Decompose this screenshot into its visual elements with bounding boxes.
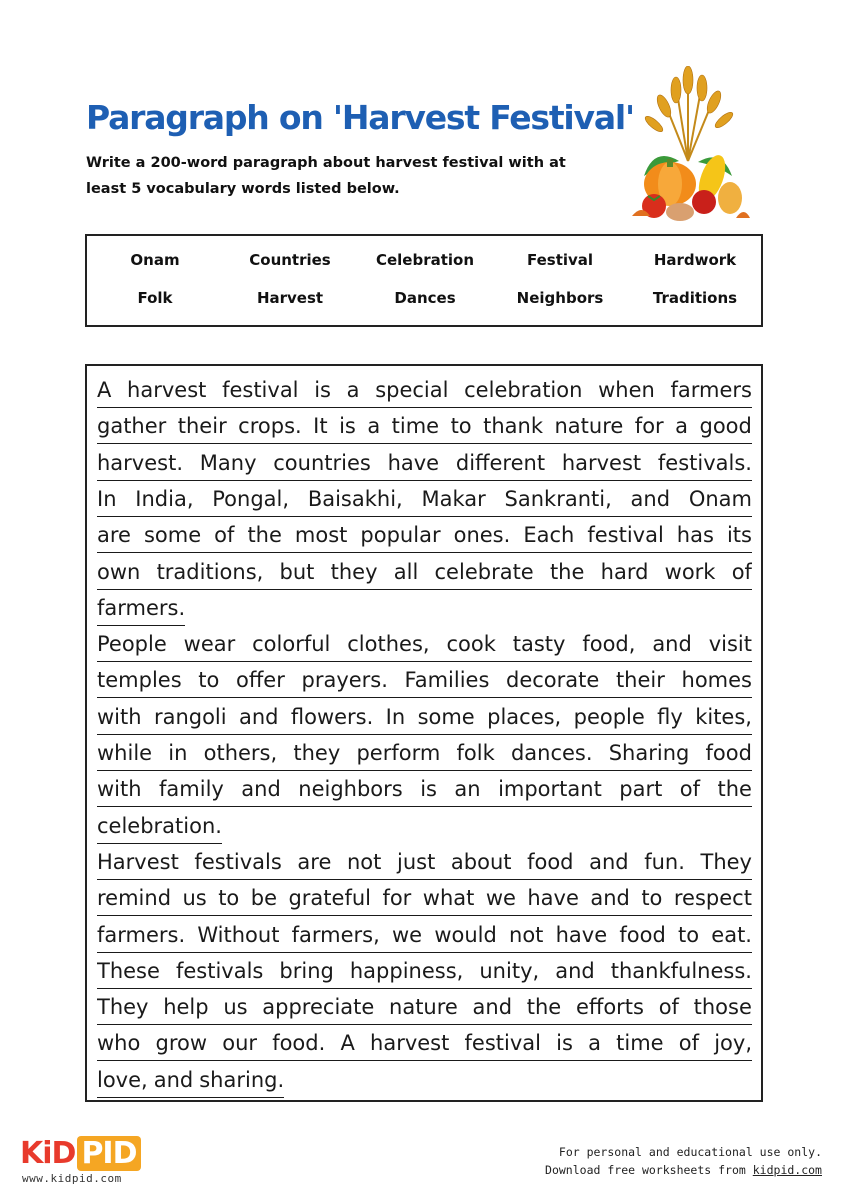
paragraph-line: are some of the most popular ones. Each festival has its xyxy=(97,517,752,553)
paragraph-line: temples to offer prayers. Families decorate their homes xyxy=(97,662,752,698)
paragraph-line: gather their crops. It is a time to thank nature for a good xyxy=(97,408,752,444)
vocab-word: Hardwork xyxy=(653,251,737,269)
vocab-word: Dances xyxy=(394,289,456,307)
logo-kid-text: KiD xyxy=(20,1136,76,1171)
paragraph-line: harvest. Many countries have different harvest festivals. xyxy=(97,445,752,481)
vocab-word: Folk xyxy=(137,289,173,307)
logo-pid-text: PID xyxy=(77,1136,140,1171)
paragraph-line: own traditions, but they all celebrate the hard work of xyxy=(97,554,752,590)
vocab-word: Harvest xyxy=(256,289,324,307)
paragraph-line: They help us appreciate nature and the efforts of those xyxy=(97,989,752,1025)
vocab-word: Onam xyxy=(130,251,180,269)
paragraph-line: remind us to be grateful for what we have and to respect xyxy=(97,880,752,916)
harvest-cornucopia-icon xyxy=(624,66,752,224)
paragraph-line: A harvest festival is a special celebration when farmers xyxy=(97,372,752,408)
vocab-word: Neighbors xyxy=(516,289,604,307)
vocab-word: Festival xyxy=(526,251,594,269)
vocab-word: Traditions xyxy=(652,289,738,307)
paragraph-line: In India, Pongal, Baisakhi, Makar Sankranti, and Onam xyxy=(97,481,752,517)
vocab-word: Countries xyxy=(249,251,331,269)
kidpid-logo xyxy=(20,1136,141,1171)
paragraph-line: love, and sharing. xyxy=(97,1062,284,1098)
paragraph-line: with family and neighbors is an important part of the xyxy=(97,771,752,807)
footer-note-line1: For personal and educational use only. xyxy=(558,1145,822,1159)
paragraph-line: Harvest festivals are not just about food and fun. They xyxy=(97,844,752,880)
footer-note xyxy=(545,1143,822,1179)
vocab-word: Celebration xyxy=(375,251,475,269)
site-url: www.kidpid.com xyxy=(22,1172,122,1185)
instructions-text: Write a 200-word paragraph about harvest festival with at least 5 vocabulary words listed below. xyxy=(86,155,566,197)
vocabulary-box xyxy=(85,234,763,327)
footer-link[interactable]: kidpid.com xyxy=(752,1163,822,1177)
page-title: Paragraph on 'Harvest Festival' xyxy=(86,98,634,137)
paragraph-line: farmers. Without farmers, we would not have food to eat. xyxy=(97,917,752,953)
paragraph-line: while in others, they perform folk dances. Sharing food xyxy=(97,735,752,771)
footer-note-line2 xyxy=(545,1161,822,1179)
paragraph-box xyxy=(85,364,763,1102)
paragraph-line: farmers. xyxy=(97,590,185,626)
paragraph-line: celebration. xyxy=(97,808,222,844)
paragraph-line: People wear colorful clothes, cook tasty food, and visit xyxy=(97,626,752,662)
footer-note-prefix: Download free worksheets from xyxy=(545,1163,753,1177)
paragraph-line: with rangoli and flowers. In some places, people fly kites, xyxy=(97,699,752,735)
paragraph-line: who grow our food. A harvest festival is a time of joy, xyxy=(97,1025,752,1061)
paragraph-line: These festivals bring happiness, unity, and thankfulness. xyxy=(97,953,752,989)
